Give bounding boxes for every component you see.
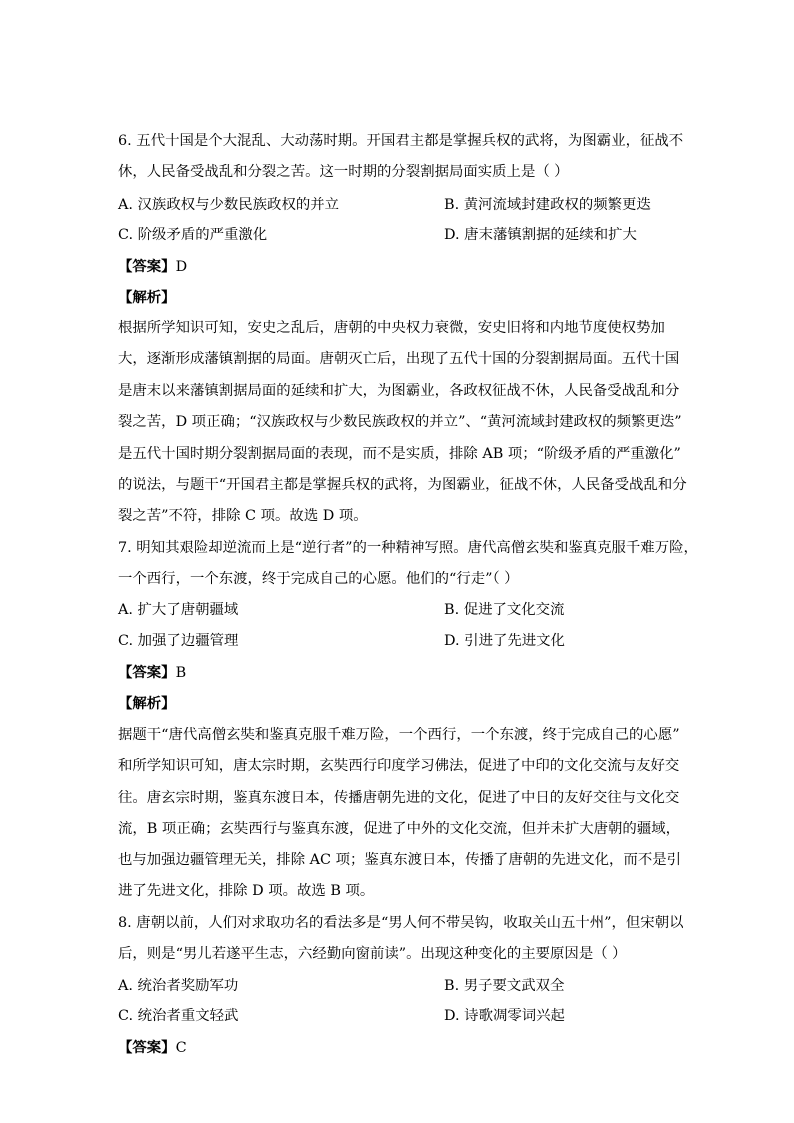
analysis-tag: 【解析】: [118, 695, 176, 712]
q7-option-a: A. 扩大了唐朝疆域: [118, 602, 239, 618]
q6-analysis-line-3: 是唐末以来藩镇割据局面的延续和扩大，为图霸业，各政权征战不休，人民备受战乱和分: [118, 383, 680, 399]
answer-tag: 【答案】: [118, 1039, 176, 1056]
q7-answer: [118, 657, 186, 688]
q7-stem-line-2: 一个西行，一个东渡，终于完成自己的心愿。他们的“行走”（ ）: [118, 571, 519, 587]
q8-option-b: B. 男子要文武双全: [444, 978, 565, 994]
q6-analysis-line-1: 根据所学知识可知，安史之乱后，唐朝的中央权力衰微，安史旧将和内地节度使权势加: [118, 320, 665, 336]
q7-stem-line-1: 7. 明知其艰险却逆流而上是“逆行者”的一种精神写照。唐代高僧玄奘和鉴真克服千难万险，: [118, 540, 698, 556]
q6-option-b: B. 黄河流域封建政权的频繁更迭: [444, 197, 651, 213]
q8-option-d: D. 诗歌凋零词兴起: [444, 1008, 565, 1024]
answer-tag: 【答案】: [118, 664, 176, 681]
q8-answer: [118, 1032, 187, 1063]
answer-tag: 【答案】: [118, 258, 176, 275]
q8-stem-line-1: 8. 唐朝以前，人们对求取功名的看法多是“男人何不带吴钩，收取关山五十州”，但宋朝以: [118, 915, 684, 931]
q6-option-a: A. 汉族政权与少数民族政权的并立: [118, 197, 340, 213]
q7-analysis-line-5: 也与加强边疆管理无关，排除 AC 项；鉴真东渡日本，传播了唐朝的先进文化，而不是引: [118, 852, 682, 868]
q8-option-c: C. 统治者重文轻武: [118, 1008, 239, 1024]
q8-option-a: A. 统治者奖励军功: [118, 978, 239, 994]
q6-option-c: C. 阶级矛盾的严重激化: [118, 227, 268, 243]
answer-value: B: [175, 665, 187, 681]
q6-analysis-tag: [118, 282, 176, 313]
q8-stem-line-2: 后，则是“男儿若遂平生志，六经勤向窗前读”。出现这种变化的主要原因是（ ）: [118, 946, 627, 962]
q6-analysis-line-4: 裂之苦，D 项正确；“汉族政权与少数民族政权的并立”、“黄河流域封建政权的频繁更迭”: [118, 414, 682, 430]
q6-analysis-line-5: 是五代十国时期分裂割据局面的表现，而不是实质，排除 AB 项；“阶级矛盾的严重激化”: [118, 446, 681, 462]
q7-analysis-line-2: 和所学知识可知，唐太宗时期，玄奘西行印度学习佛法，促进了中印的文化交流与友好交: [118, 758, 680, 774]
q7-option-b: B. 促进了文化交流: [444, 602, 565, 618]
q7-analysis-line-6: 进了先进文化，排除 D 项。故选 B 项。: [118, 883, 375, 899]
answer-value: C: [175, 1040, 187, 1056]
q6-option-d: D. 唐末藩镇割据的延续和扩大: [444, 227, 637, 243]
q7-analysis-line-1: 据题干“唐代高僧玄奘和鉴真克服千难万险，一个西行，一个东渡，终于完成自己的心愿”: [118, 727, 680, 743]
q6-analysis-line-6: 的说法，与题干“开国君主都是掌握兵权的武将，为图霸业，征战不休，人民备受战乱和分: [118, 477, 687, 493]
q6-analysis-line-7: 裂之苦”不符，排除 C 项。故选 D 项。: [118, 508, 368, 524]
q7-analysis-line-3: 往。唐玄宗时期，鉴真东渡日本，传播唐朝先进的文化，促进了中日的友好交往与文化交: [118, 790, 680, 806]
q6-stem-line-2: 休，人民备受战乱和分裂之苦。这一时期的分裂割据局面实质上是（ ）: [118, 164, 569, 180]
answer-value: D: [175, 259, 188, 275]
q7-analysis-tag: [118, 688, 176, 719]
q7-option-d: D. 引进了先进文化: [444, 633, 565, 649]
analysis-tag: 【解析】: [118, 289, 176, 306]
q7-option-c: C. 加强了边疆管理: [118, 633, 239, 649]
q6-stem-line-1: 6. 五代十国是个大混乱、大动荡时期。开国君主都是掌握兵权的武将，为图霸业，征战不: [118, 133, 684, 149]
q6-analysis-line-2: 大，逐渐形成藩镇割据的局面。唐朝灭亡后，出现了五代十国的分裂割据局面。五代十国: [118, 351, 680, 367]
q6-answer: [118, 251, 187, 282]
q7-analysis-line-4: 流，B 项正确；玄奘西行与鉴真东渡，促进了中外的文化交流，但并未扩大唐朝的疆域，: [118, 821, 680, 837]
